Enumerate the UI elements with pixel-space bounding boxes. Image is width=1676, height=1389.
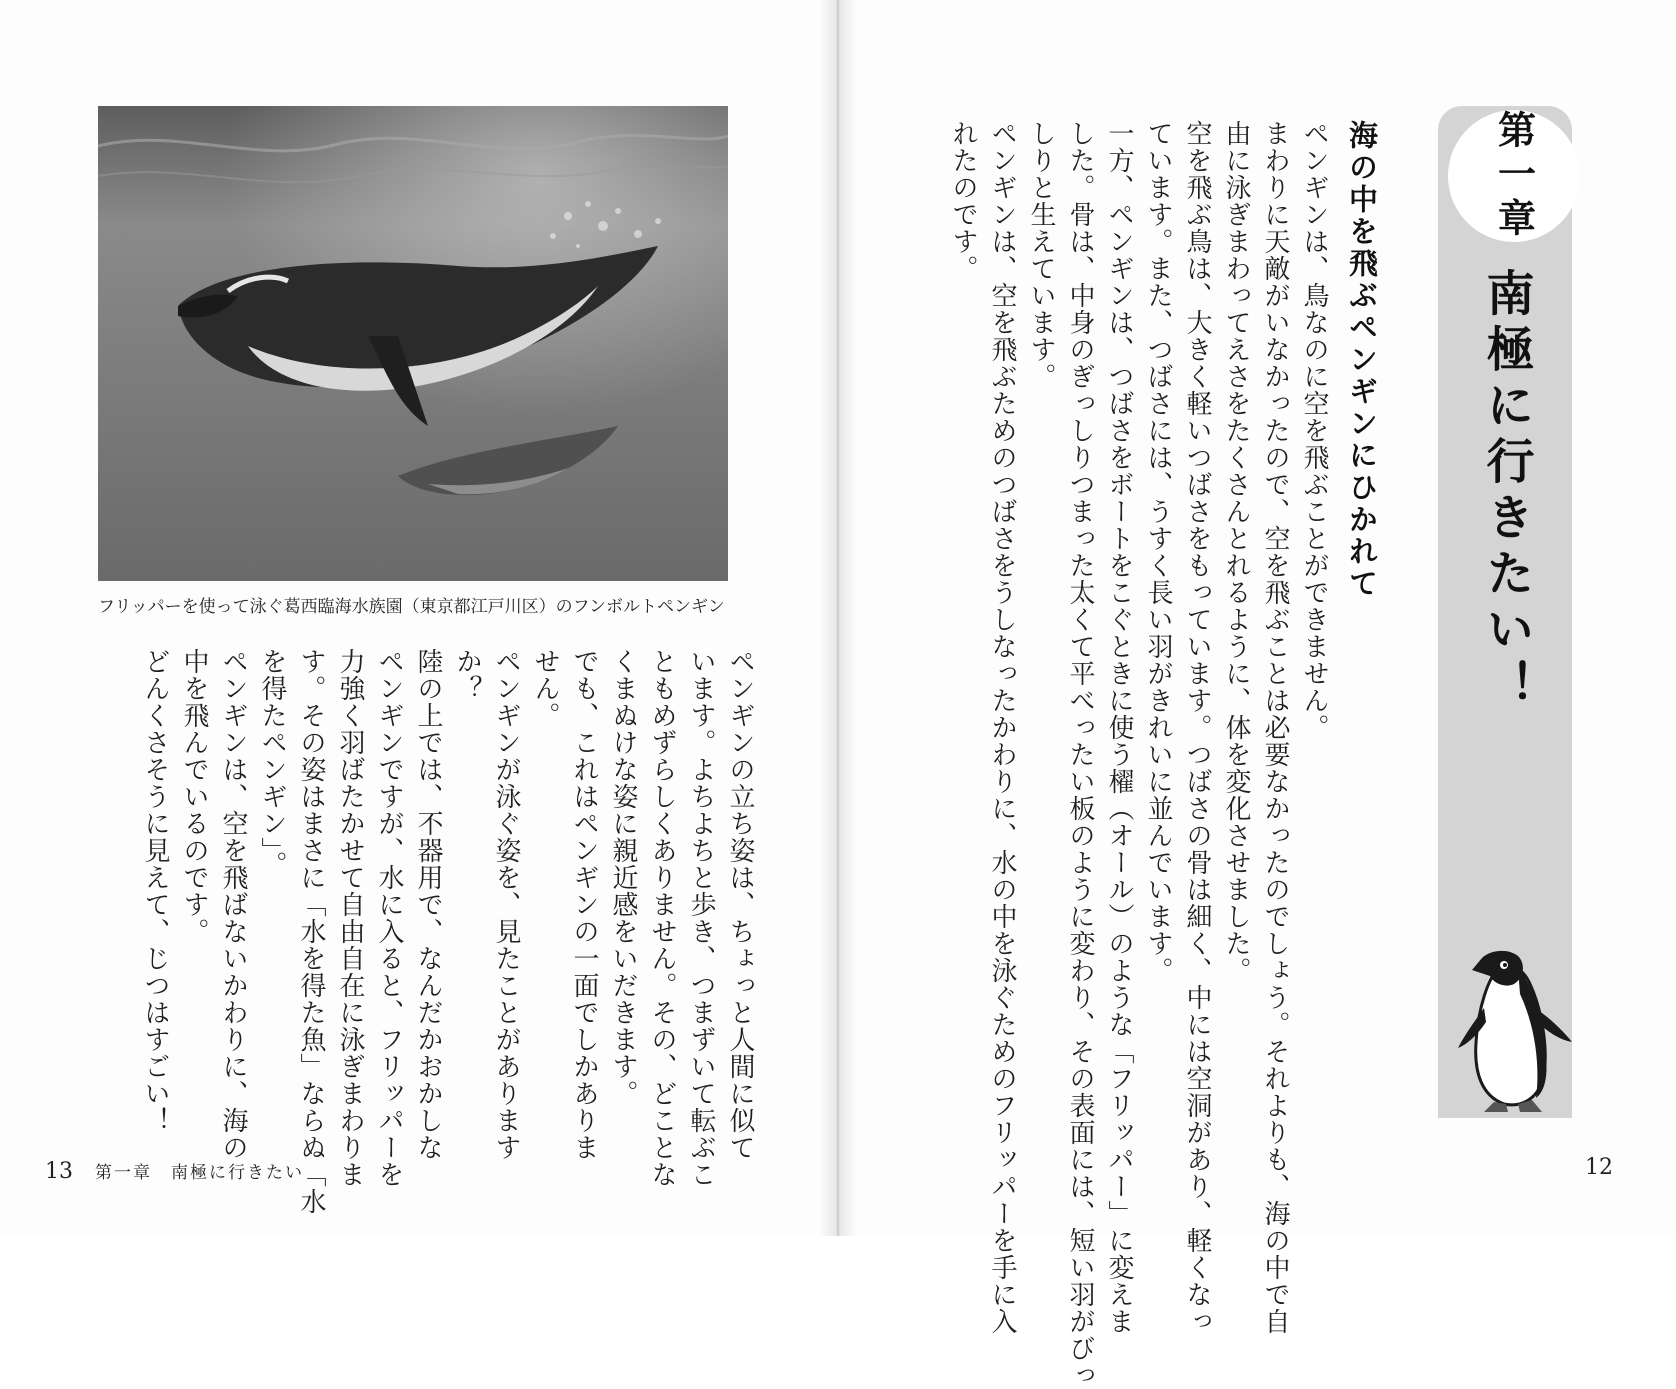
body-line: 空を飛ぶ鳥は、大きく軽いつばさをもっています。つばさの骨は細く、中には空洞があり、軽くなっ: [1182, 120, 1212, 1335]
page-gutter: [818, 0, 858, 1236]
body-line: か？: [452, 648, 482, 702]
chapter-label: 第一章: [1448, 110, 1580, 242]
page-number-right: 12: [1585, 1155, 1613, 1180]
body-line: まわりに天敵がいなかったので、空を飛ぶことは必要なかったのでしょう。それよりも、海の中で自: [1260, 120, 1290, 1335]
body-line: 一方、ペンギンは、つばさをボートをこぐときに使う櫂（オール）のような「フリッパー」に変えま: [1104, 120, 1134, 1335]
body-line: ペンギンは、空を飛ぶためのつばさをうしなったかわりに、水の中を泳ぐためのフリッパーを手に入: [987, 120, 1017, 1335]
swimming-penguins-photo: [98, 106, 728, 581]
body-line: くまぬけな姿に親近感をいだきます。: [608, 648, 638, 1107]
body-line: ペンギンは、鳥なのに空を飛ぶことができません。: [1299, 120, 1329, 741]
body-line: 力強く羽ばたかせて自由自在に泳ぎまわりま: [335, 648, 365, 1188]
body-line: います。よちよちと歩き、つまずいて転ぶこ: [686, 648, 716, 1188]
body-line: を得たペンギン」。: [257, 648, 287, 878]
body-line: 中を飛んでいるのです。: [179, 648, 209, 945]
body-line: ています。また、つばさには、うすく長い羽がきれいに並んでいます。: [1143, 120, 1173, 984]
running-footer: [45, 1158, 304, 1184]
body-line: ペンギンが泳ぐ姿を、見たことがあります: [491, 648, 521, 1161]
body-line: しりと生えています。: [1026, 120, 1056, 390]
body-line: でも、これはペンギンの一面でしかありま: [569, 648, 599, 1161]
body-line: ペンギンは、空を飛ばないかわりに、海の: [218, 648, 248, 1161]
body-line: ペンギンですが、水に入ると、フリッパーを: [374, 648, 404, 1188]
body-line: 陸の上では、不器用で、なんだかおかしな: [413, 648, 443, 1161]
chapter-title: 南極に行きたい！: [1478, 268, 1534, 716]
page-number-left: 13: [45, 1159, 73, 1184]
body-line: ともめずらしくありません。その、どことな: [647, 648, 677, 1188]
body-line: せん。: [530, 648, 560, 729]
body-line: どんくさそうに見えて、じつはすごい！: [140, 648, 170, 1134]
body-line: 由に泳ぎまわってえさをたくさんとれるように、体を変化させました。: [1221, 120, 1251, 984]
body-line: れたのです。: [948, 120, 978, 282]
adelie-penguin-icon: [1448, 948, 1578, 1116]
section-heading: 海の中を飛ぶペンギンにひかれて: [1345, 120, 1379, 600]
right-page-body: [943, 120, 1333, 1389]
body-line: ペンギンの立ち姿は、ちょっと人間に似て: [725, 648, 755, 1161]
body-line: す。その姿はまさに「水を得た魚」ならぬ「水: [296, 648, 326, 1215]
running-chapter-title: 第一章 南極に行きたい: [95, 1163, 304, 1183]
body-line: した。骨は、中身のぎっしりつまった太くて平べったい板のように変わり、その表面には、短い羽がびっ: [1065, 120, 1095, 1389]
photo-caption: フリッパーを使って泳ぐ葛西臨海水族園（東京都江戸川区）のフンボルトペンギン: [98, 597, 725, 617]
